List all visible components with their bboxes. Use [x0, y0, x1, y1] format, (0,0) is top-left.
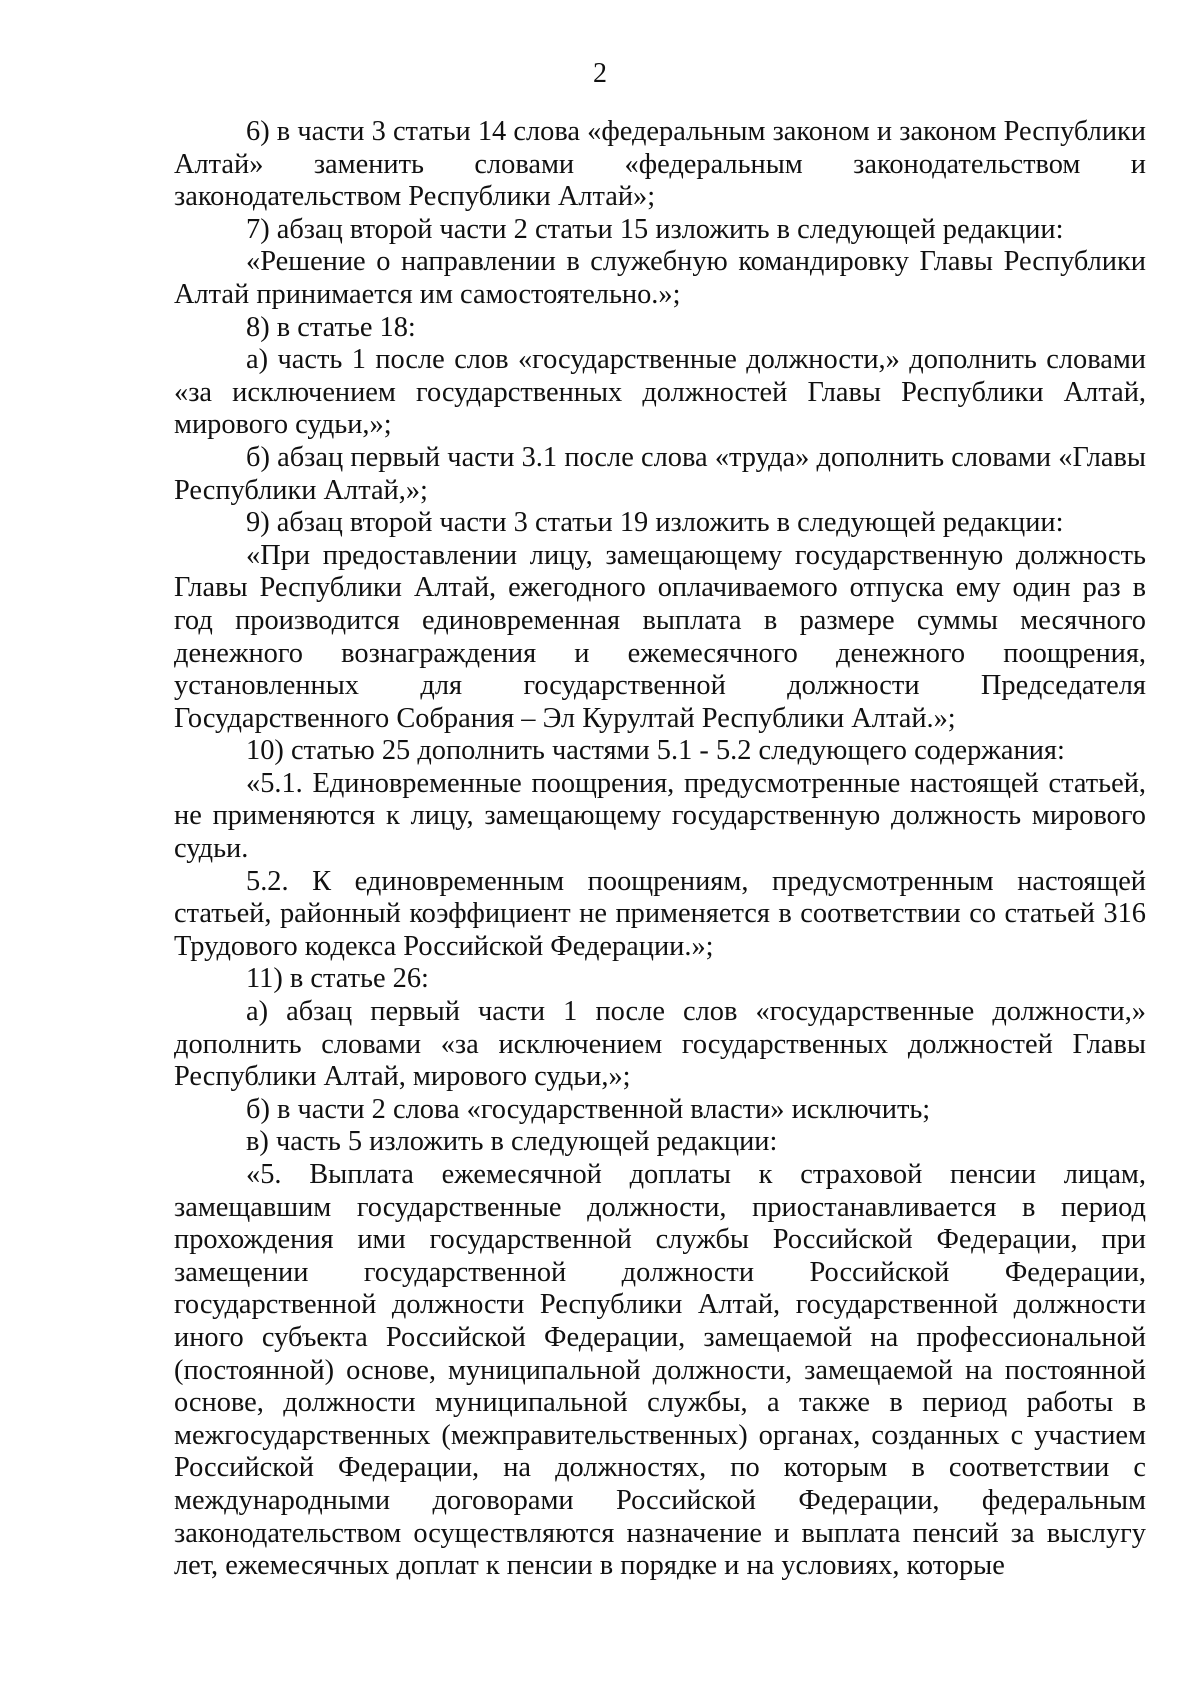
paragraph-item-9: 9) абзац второй части 3 статьи 19 изложить в следующей редакции: — [246, 507, 1064, 539]
paragraph-item-11: 11) в статье 26: — [246, 963, 429, 995]
paragraph-item-8b: б) абзац первый части 3.1 после слова «труда» дополнить словами «Главы Республики Алтай,»; — [174, 441, 1146, 506]
paragraph-quote-5-1: «5.1. Единовременные поощрения, предусмотренные настоящей статьей, не применяются к лицу, замещающему государственную должность мирового судьи. — [174, 767, 1146, 865]
paragraph-quote-9: «При предоставлении лицу, замещающему государственную должность Главы Республики Алтай, ежегодного оплачиваемого отпуска ему один раз в год производится единовременная выплата в размере суммы месячного денежного вознаграждения и ежемесячного денежного поощрения, установленных для государственной должности Председателя Государственного Собрания – Эл Курултай Республики Алтай.»; — [174, 539, 1146, 734]
paragraph-quote-5-2: 5.2. К единовременным поощрениям, предусмотренным настоящей статьей, районный коэффициент не применяется в соответствии со статьей 316 Трудового кодекса Российской Федерации.»; — [174, 865, 1146, 962]
page-number: 2 — [593, 58, 607, 89]
paragraph-quote-7: «Решение о направлении в служебную командировку Главы Республики Алтай принимается им самостоятельно.»; — [174, 246, 1146, 310]
paragraph-item-8a: а) часть 1 после слов «государственные должности,» дополнить словами «за исключением государственных должностей Главы Республики Алтай, мирового судьи,»; — [174, 344, 1146, 441]
paragraph-item-11b: б) в части 2 слова «государственной власти» исключить; — [246, 1093, 931, 1125]
document-body — [174, 116, 1146, 1583]
paragraph-item-11v: в) часть 5 изложить в следующей редакции: — [246, 1126, 778, 1158]
paragraph-item-10: 10) статью 25 дополнить частями 5.1 - 5.2 следующего содержания: — [246, 735, 1065, 767]
paragraph-quote-5: «5. Выплата ежемесячной доплаты к страховой пенсии лицам, замещавшим государственные должности, приостанавливается в период прохождения ими государственной службы Российской Федерации, при замещении государственной должности Российской Федерации, государственной должности Республики Алтай, государственной должности иного субъекта Российской Федерации, замещаемой на профессиональной (постоянной) основе, муниципальной должности, замещаемой на постоянной основе, должности муниципальной службы, а также в период работы в межгосударственных (межправительственных) органах, созданных с участием Российской Федерации, на должностях, по которым в соответствии с международными договорами Российской Федерации, федеральным законодательством осуществляются назначение и выплата пенсий за выслугу лет, ежемесячных доплат к пенсии в порядке и на условиях, которые — [174, 1159, 1146, 1582]
paragraph-item-8: 8) в статье 18: — [246, 311, 416, 343]
paragraph-item-11a: а) абзац первый части 1 после слов «государственные должности,» дополнить словами «за исключением государственных должностей Главы Республики Алтай, мирового судьи,»; — [174, 996, 1146, 1093]
paragraph-item-7: 7) абзац второй части 2 статьи 15 изложить в следующей редакции: — [246, 213, 1064, 245]
paragraph-item-6: 6) в части 3 статьи 14 слова «федеральным законом и законом Республики Алтай» заменить словами «федеральным законодательством и законодательством Республики Алтай»; — [174, 116, 1146, 213]
